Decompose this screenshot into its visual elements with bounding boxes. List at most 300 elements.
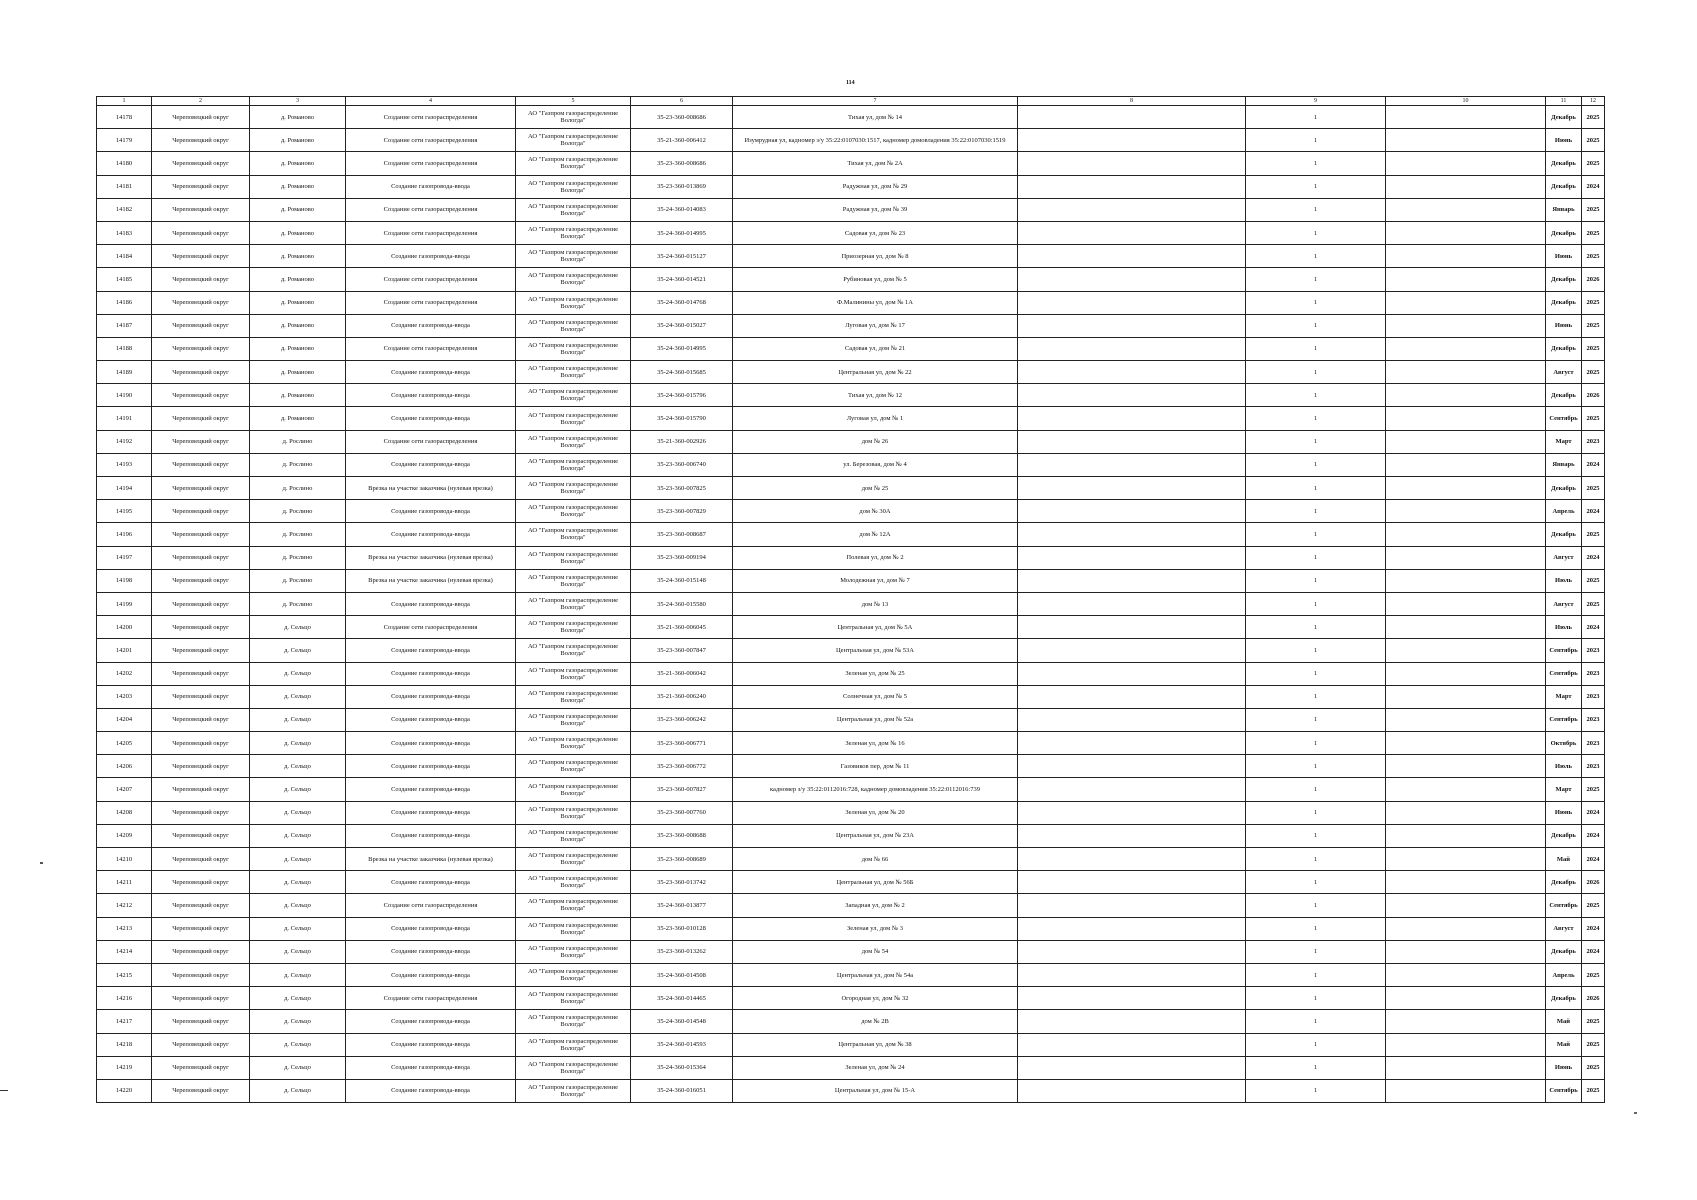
table-cell: 1 (1246, 175, 1386, 198)
table-cell: Садовая ул, дом № 23 (733, 221, 1018, 244)
table-cell: Создание газопровода-ввода (346, 662, 516, 685)
table-row (97, 152, 1605, 175)
table-cell: АО "Газпром газораспределение Вологда" (516, 314, 631, 337)
table-cell: Газовиков пер, дом № 11 (733, 755, 1018, 778)
table-cell (1386, 987, 1546, 1010)
table-cell: Огородная ул, дом № 32 (733, 987, 1018, 1010)
table-cell: д. Рослино (250, 430, 346, 453)
table-row (97, 708, 1605, 731)
table-cell: 14202 (97, 662, 152, 685)
table-cell: 2025 (1582, 337, 1605, 360)
table-cell: Август (1546, 546, 1582, 569)
table-cell: дом № 2В (733, 1010, 1018, 1033)
table-cell: д. Сельцо (250, 824, 346, 847)
table-cell (1018, 314, 1246, 337)
table-row (97, 917, 1605, 940)
table-cell: Создание газопровода-ввода (346, 732, 516, 755)
table-cell (1386, 337, 1546, 360)
table-cell: Март (1546, 778, 1582, 801)
table-cell (1018, 940, 1246, 963)
table-cell: 35-21-360-006045 (631, 616, 733, 639)
table-cell (1018, 871, 1246, 894)
table-cell: Январь (1546, 198, 1582, 221)
table-row (97, 801, 1605, 824)
table-cell: 1 (1246, 337, 1386, 360)
column-number-row (97, 97, 1605, 106)
table-cell: Череповецкий округ (152, 1079, 250, 1102)
table-cell: дом № 30А (733, 500, 1018, 523)
table-cell: Создание сети газораспределения (346, 894, 516, 917)
table-cell: АО "Газпром газораспределение Вологда" (516, 755, 631, 778)
table-cell: 2025 (1582, 1056, 1605, 1079)
table-cell: 2024 (1582, 917, 1605, 940)
table-cell: д. Романово (250, 245, 346, 268)
table-cell: Полевая ул, дом № 2 (733, 546, 1018, 569)
table-cell: Зеленая ул, дом № 16 (733, 732, 1018, 755)
table-cell (1386, 152, 1546, 175)
table-cell: 35-23-360-008686 (631, 152, 733, 175)
table-cell: д. Романово (250, 221, 346, 244)
table-cell (1018, 1033, 1246, 1056)
table-cell (1018, 569, 1246, 592)
table-cell: 35-24-360-014768 (631, 291, 733, 314)
table-cell: д. Сельцо (250, 848, 346, 871)
table-cell: д. Романово (250, 152, 346, 175)
table-cell: Череповецкий округ (152, 616, 250, 639)
table-cell: Череповецкий округ (152, 963, 250, 986)
table-cell: Череповецкий округ (152, 268, 250, 291)
table-cell: АО "Газпром газораспределение Вологда" (516, 152, 631, 175)
gasification-table (96, 96, 1605, 1103)
table-cell (1386, 1010, 1546, 1033)
table-cell: 14216 (97, 987, 152, 1010)
table-cell: 35-23-360-007847 (631, 639, 733, 662)
table-cell: 14210 (97, 848, 152, 871)
table-cell (1386, 824, 1546, 847)
table-cell: 1 (1246, 708, 1386, 731)
table-cell: 1 (1246, 732, 1386, 755)
table-cell: АО "Газпром газораспределение Вологда" (516, 917, 631, 940)
table-cell: д. Романово (250, 129, 346, 152)
table-cell: Создание сети газораспределения (346, 106, 516, 129)
table-cell: 14198 (97, 569, 152, 592)
table-cell: Декабрь (1546, 477, 1582, 500)
column-number: 2 (152, 97, 250, 106)
table-cell (1018, 245, 1246, 268)
table-cell (1386, 592, 1546, 615)
table-cell (1018, 198, 1246, 221)
table-cell: 2025 (1582, 1033, 1605, 1056)
table-cell: Череповецкий округ (152, 569, 250, 592)
table-row (97, 894, 1605, 917)
table-cell: 35-24-360-016051 (631, 1079, 733, 1102)
table-cell: Создание газопровода-ввода (346, 755, 516, 778)
table-row (97, 129, 1605, 152)
table-row (97, 198, 1605, 221)
table-cell: дом № 66 (733, 848, 1018, 871)
table-cell: Создание газопровода-ввода (346, 314, 516, 337)
table-cell (1018, 963, 1246, 986)
table-cell: Май (1546, 848, 1582, 871)
column-number: 4 (346, 97, 516, 106)
table-cell: 1 (1246, 685, 1386, 708)
table-cell: Создание газопровода-ввода (346, 940, 516, 963)
table-cell: 2025 (1582, 1010, 1605, 1033)
table-cell: Череповецкий округ (152, 662, 250, 685)
table-cell: Создание газопровода-ввода (346, 963, 516, 986)
table-cell: Изумрудная ул, кадномер з/у 35:22:0107030:1517, кадномер домовладения 35:22:0107030:1519 (733, 129, 1018, 152)
table-cell: Рубиновая ул, дом № 5 (733, 268, 1018, 291)
table-cell: 14203 (97, 685, 152, 708)
table-cell: 35-24-360-013877 (631, 894, 733, 917)
table-cell (1386, 801, 1546, 824)
table-cell: 14207 (97, 778, 152, 801)
table-cell (1018, 917, 1246, 940)
table-cell: 35-24-360-015580 (631, 592, 733, 615)
table-cell: 35-23-360-007760 (631, 801, 733, 824)
table-cell: 2023 (1582, 755, 1605, 778)
table-cell: 1 (1246, 198, 1386, 221)
table-row (97, 384, 1605, 407)
table-cell: Август (1546, 917, 1582, 940)
column-number: 8 (1018, 97, 1246, 106)
table-cell: д. Романово (250, 314, 346, 337)
table-cell: Создание сети газораспределения (346, 430, 516, 453)
table-cell: Луговая ул, дом № 1 (733, 407, 1018, 430)
table-cell: Создание сети газораспределения (346, 198, 516, 221)
table-row (97, 1056, 1605, 1079)
table-cell: АО "Газпром газораспределение Вологда" (516, 430, 631, 453)
table-row (97, 314, 1605, 337)
table-cell: 1 (1246, 894, 1386, 917)
table-cell: Создание сети газораспределения (346, 337, 516, 360)
table-cell: Создание газопровода-ввода (346, 500, 516, 523)
table-cell: 14205 (97, 732, 152, 755)
table-cell (1018, 523, 1246, 546)
table-cell: Тихая ул, дом № 14 (733, 106, 1018, 129)
table-cell: АО "Газпром газораспределение Вологда" (516, 106, 631, 129)
table-cell: АО "Газпром газораспределение Вологда" (516, 871, 631, 894)
table-cell: Череповецкий округ (152, 1010, 250, 1033)
table-cell: 1 (1246, 824, 1386, 847)
table-cell: Тихая ул, дом № 12 (733, 384, 1018, 407)
table-cell: 14204 (97, 708, 152, 731)
table-cell (1018, 1056, 1246, 1079)
table-cell: д. Сельцо (250, 871, 346, 894)
table-cell: Июнь (1546, 129, 1582, 152)
table-cell: 14190 (97, 384, 152, 407)
table-cell: 2025 (1582, 314, 1605, 337)
table-cell: 35-24-360-014083 (631, 198, 733, 221)
table-cell: Череповецкий округ (152, 477, 250, 500)
table-cell: 14199 (97, 592, 152, 615)
table-cell: д. Романово (250, 407, 346, 430)
table-cell: д. Романово (250, 361, 346, 384)
table-cell: 35-23-360-006771 (631, 732, 733, 755)
column-number: 12 (1582, 97, 1605, 106)
column-number: 9 (1246, 97, 1386, 106)
table-cell (1386, 685, 1546, 708)
table-cell (1386, 639, 1546, 662)
table-cell: Создание газопровода-ввода (346, 245, 516, 268)
table-cell: Создание газопровода-ввода (346, 175, 516, 198)
table-cell: 2025 (1582, 407, 1605, 430)
table-cell: 35-23-360-007829 (631, 500, 733, 523)
table-cell: 14211 (97, 871, 152, 894)
table-cell: Декабрь (1546, 291, 1582, 314)
table-cell: Череповецкий округ (152, 755, 250, 778)
table-cell: д. Романово (250, 384, 346, 407)
table-cell: Создание газопровода-ввода (346, 917, 516, 940)
table-cell: 1 (1246, 871, 1386, 894)
table-cell: Череповецкий округ (152, 384, 250, 407)
table-cell: Март (1546, 430, 1582, 453)
table-cell: 14179 (97, 129, 152, 152)
table-cell: АО "Газпром газораспределение Вологда" (516, 198, 631, 221)
table-cell: 14206 (97, 755, 152, 778)
table-cell: Череповецкий округ (152, 129, 250, 152)
table-row (97, 106, 1605, 129)
table-cell: Центральная ул, дом № 22 (733, 361, 1018, 384)
table-row (97, 662, 1605, 685)
table-cell: 14215 (97, 963, 152, 986)
table-cell: 1 (1246, 917, 1386, 940)
table-cell: Создание газопровода-ввода (346, 592, 516, 615)
table-cell: Август (1546, 361, 1582, 384)
table-cell: Создание сети газораспределения (346, 268, 516, 291)
table-row (97, 500, 1605, 523)
table-cell: 2023 (1582, 708, 1605, 731)
table-row (97, 987, 1605, 1010)
table-cell: 2024 (1582, 546, 1605, 569)
table-cell: Декабрь (1546, 152, 1582, 175)
table-cell (1018, 848, 1246, 871)
table-cell: 1 (1246, 430, 1386, 453)
table-cell (1386, 245, 1546, 268)
table-cell (1018, 430, 1246, 453)
table-cell: 14196 (97, 523, 152, 546)
table-cell: Ф.Малинины ул, дом № 1А (733, 291, 1018, 314)
table-cell (1018, 616, 1246, 639)
table-cell: АО "Газпром газораспределение Вологда" (516, 546, 631, 569)
table-cell: 2024 (1582, 801, 1605, 824)
table-cell (1386, 755, 1546, 778)
table-cell: 35-24-360-015685 (631, 361, 733, 384)
table-row (97, 430, 1605, 453)
table-cell: 35-24-360-014995 (631, 221, 733, 244)
table-cell: д. Сельцо (250, 963, 346, 986)
table-cell: д. Рослино (250, 592, 346, 615)
table-row (97, 871, 1605, 894)
table-cell (1018, 129, 1246, 152)
table-cell (1386, 453, 1546, 476)
table-cell (1386, 106, 1546, 129)
table-row (97, 778, 1605, 801)
table-cell (1018, 175, 1246, 198)
table-cell: Череповецкий округ (152, 824, 250, 847)
table-cell (1386, 894, 1546, 917)
table-cell: 35-23-360-013869 (631, 175, 733, 198)
table-cell: д. Сельцо (250, 708, 346, 731)
table-cell: 35-24-360-015790 (631, 407, 733, 430)
table-cell: АО "Газпром газораспределение Вологда" (516, 963, 631, 986)
table-cell: АО "Газпром газораспределение Вологда" (516, 569, 631, 592)
table-cell: Создание газопровода-ввода (346, 1056, 516, 1079)
table-cell: Сентябрь (1546, 894, 1582, 917)
table-cell: Череповецкий округ (152, 917, 250, 940)
table-cell: 35-23-360-006772 (631, 755, 733, 778)
table-row (97, 245, 1605, 268)
table-cell: д. Сельцо (250, 940, 346, 963)
table-cell: 1 (1246, 848, 1386, 871)
table-cell: 35-24-360-015148 (631, 569, 733, 592)
table-cell: Июль (1546, 755, 1582, 778)
table-cell: 35-23-360-008686 (631, 106, 733, 129)
table-cell: Декабрь (1546, 384, 1582, 407)
table-cell: Череповецкий округ (152, 245, 250, 268)
column-number: 11 (1546, 97, 1582, 106)
table-cell: д. Сельцо (250, 685, 346, 708)
table-cell: 2023 (1582, 662, 1605, 685)
table-cell: Череповецкий округ (152, 106, 250, 129)
table-cell: АО "Газпром газораспределение Вологда" (516, 245, 631, 268)
column-number: 3 (250, 97, 346, 106)
table-cell: 14208 (97, 801, 152, 824)
table-cell: 1 (1246, 940, 1386, 963)
table-cell: 2024 (1582, 500, 1605, 523)
table-row (97, 940, 1605, 963)
column-number: 10 (1386, 97, 1546, 106)
table-cell: 2024 (1582, 453, 1605, 476)
table-cell: Солнечная ул, дом № 5 (733, 685, 1018, 708)
table-cell: 1 (1246, 963, 1386, 986)
table-cell: 35-24-360-015796 (631, 384, 733, 407)
table-cell: Май (1546, 1033, 1582, 1056)
table-cell: 14180 (97, 152, 152, 175)
table-cell (1386, 477, 1546, 500)
table-cell (1386, 732, 1546, 755)
table-cell: 14194 (97, 477, 152, 500)
table-cell: 14218 (97, 1033, 152, 1056)
table-cell: Череповецкий округ (152, 175, 250, 198)
table-cell: 35-23-360-013742 (631, 871, 733, 894)
table-cell: 1 (1246, 500, 1386, 523)
table-cell: АО "Газпром газораспределение Вологда" (516, 1010, 631, 1033)
table-cell: Сентябрь (1546, 639, 1582, 662)
table-cell: 1 (1246, 662, 1386, 685)
table-cell: 1 (1246, 291, 1386, 314)
table-cell (1386, 546, 1546, 569)
table-cell: 2025 (1582, 198, 1605, 221)
table-cell: дом № 54 (733, 940, 1018, 963)
table-cell: 1 (1246, 1056, 1386, 1079)
table-cell (1386, 430, 1546, 453)
table-cell: АО "Газпром газораспределение Вологда" (516, 708, 631, 731)
table-cell: Март (1546, 685, 1582, 708)
table-cell: Июнь (1546, 1056, 1582, 1079)
table-cell (1386, 871, 1546, 894)
table-cell: Создание сети газораспределения (346, 987, 516, 1010)
table-cell: 1 (1246, 268, 1386, 291)
table-cell: Декабрь (1546, 523, 1582, 546)
table-cell (1386, 662, 1546, 685)
table-cell: Декабрь (1546, 824, 1582, 847)
table-cell: 2024 (1582, 940, 1605, 963)
table-cell: АО "Газпром газораспределение Вологда" (516, 592, 631, 615)
table-cell: 14188 (97, 337, 152, 360)
table-cell (1018, 337, 1246, 360)
table-row (97, 175, 1605, 198)
table-cell (1018, 384, 1246, 407)
table-cell: Создание газопровода-ввода (346, 384, 516, 407)
table-cell: 14192 (97, 430, 152, 453)
table-cell: Зеленая ул, дом № 25 (733, 662, 1018, 685)
table-cell: 1 (1246, 407, 1386, 430)
table-cell: 1 (1246, 616, 1386, 639)
table-cell: Создание газопровода-ввода (346, 453, 516, 476)
table-cell: Сентябрь (1546, 662, 1582, 685)
table-cell (1018, 824, 1246, 847)
table-cell: 1 (1246, 801, 1386, 824)
table-cell: АО "Газпром газораспределение Вологда" (516, 477, 631, 500)
table-cell: Сентябрь (1546, 407, 1582, 430)
table-cell (1386, 198, 1546, 221)
table-cell (1386, 616, 1546, 639)
table-cell (1386, 500, 1546, 523)
table-cell (1386, 291, 1546, 314)
table-cell: Череповецкий округ (152, 152, 250, 175)
table-cell: Сентябрь (1546, 1079, 1582, 1102)
table-cell: Создание сети газораспределения (346, 152, 516, 175)
table-cell: 2025 (1582, 245, 1605, 268)
table-cell (1018, 477, 1246, 500)
table-row (97, 732, 1605, 755)
table-cell: АО "Газпром газораспределение Вологда" (516, 221, 631, 244)
table-cell: д. Сельцо (250, 1010, 346, 1033)
table-cell: АО "Газпром газораспределение Вологда" (516, 848, 631, 871)
table-cell: 14186 (97, 291, 152, 314)
table-cell: 14220 (97, 1079, 152, 1102)
table-cell: Октябрь (1546, 732, 1582, 755)
table-cell: АО "Газпром газораспределение Вологда" (516, 407, 631, 430)
table-cell: 35-24-360-014465 (631, 987, 733, 1010)
table-cell: Врезка на участке заказчика (нулевая врезка) (346, 546, 516, 569)
table-cell: 1 (1246, 152, 1386, 175)
table-row (97, 361, 1605, 384)
table-cell: Май (1546, 1010, 1582, 1033)
table-cell: 35-23-360-007827 (631, 778, 733, 801)
table-cell: Создание газопровода-ввода (346, 1010, 516, 1033)
table-cell: 1 (1246, 569, 1386, 592)
table-cell: 35-23-360-013262 (631, 940, 733, 963)
table-cell: Луговая ул, дом № 17 (733, 314, 1018, 337)
table-cell: АО "Газпром газораспределение Вологда" (516, 639, 631, 662)
table-cell: АО "Газпром газораспределение Вологда" (516, 361, 631, 384)
table-cell (1018, 361, 1246, 384)
table-cell: 35-21-360-006240 (631, 685, 733, 708)
table-cell: 2024 (1582, 616, 1605, 639)
table-cell (1386, 361, 1546, 384)
table-cell: Череповецкий округ (152, 291, 250, 314)
table-cell: Череповецкий округ (152, 732, 250, 755)
table-cell (1386, 314, 1546, 337)
table-cell: АО "Газпром газораспределение Вологда" (516, 824, 631, 847)
table-cell: д. Романово (250, 291, 346, 314)
table-cell: 2023 (1582, 430, 1605, 453)
table-cell: 14181 (97, 175, 152, 198)
table-cell (1018, 708, 1246, 731)
table-cell: Декабрь (1546, 175, 1582, 198)
